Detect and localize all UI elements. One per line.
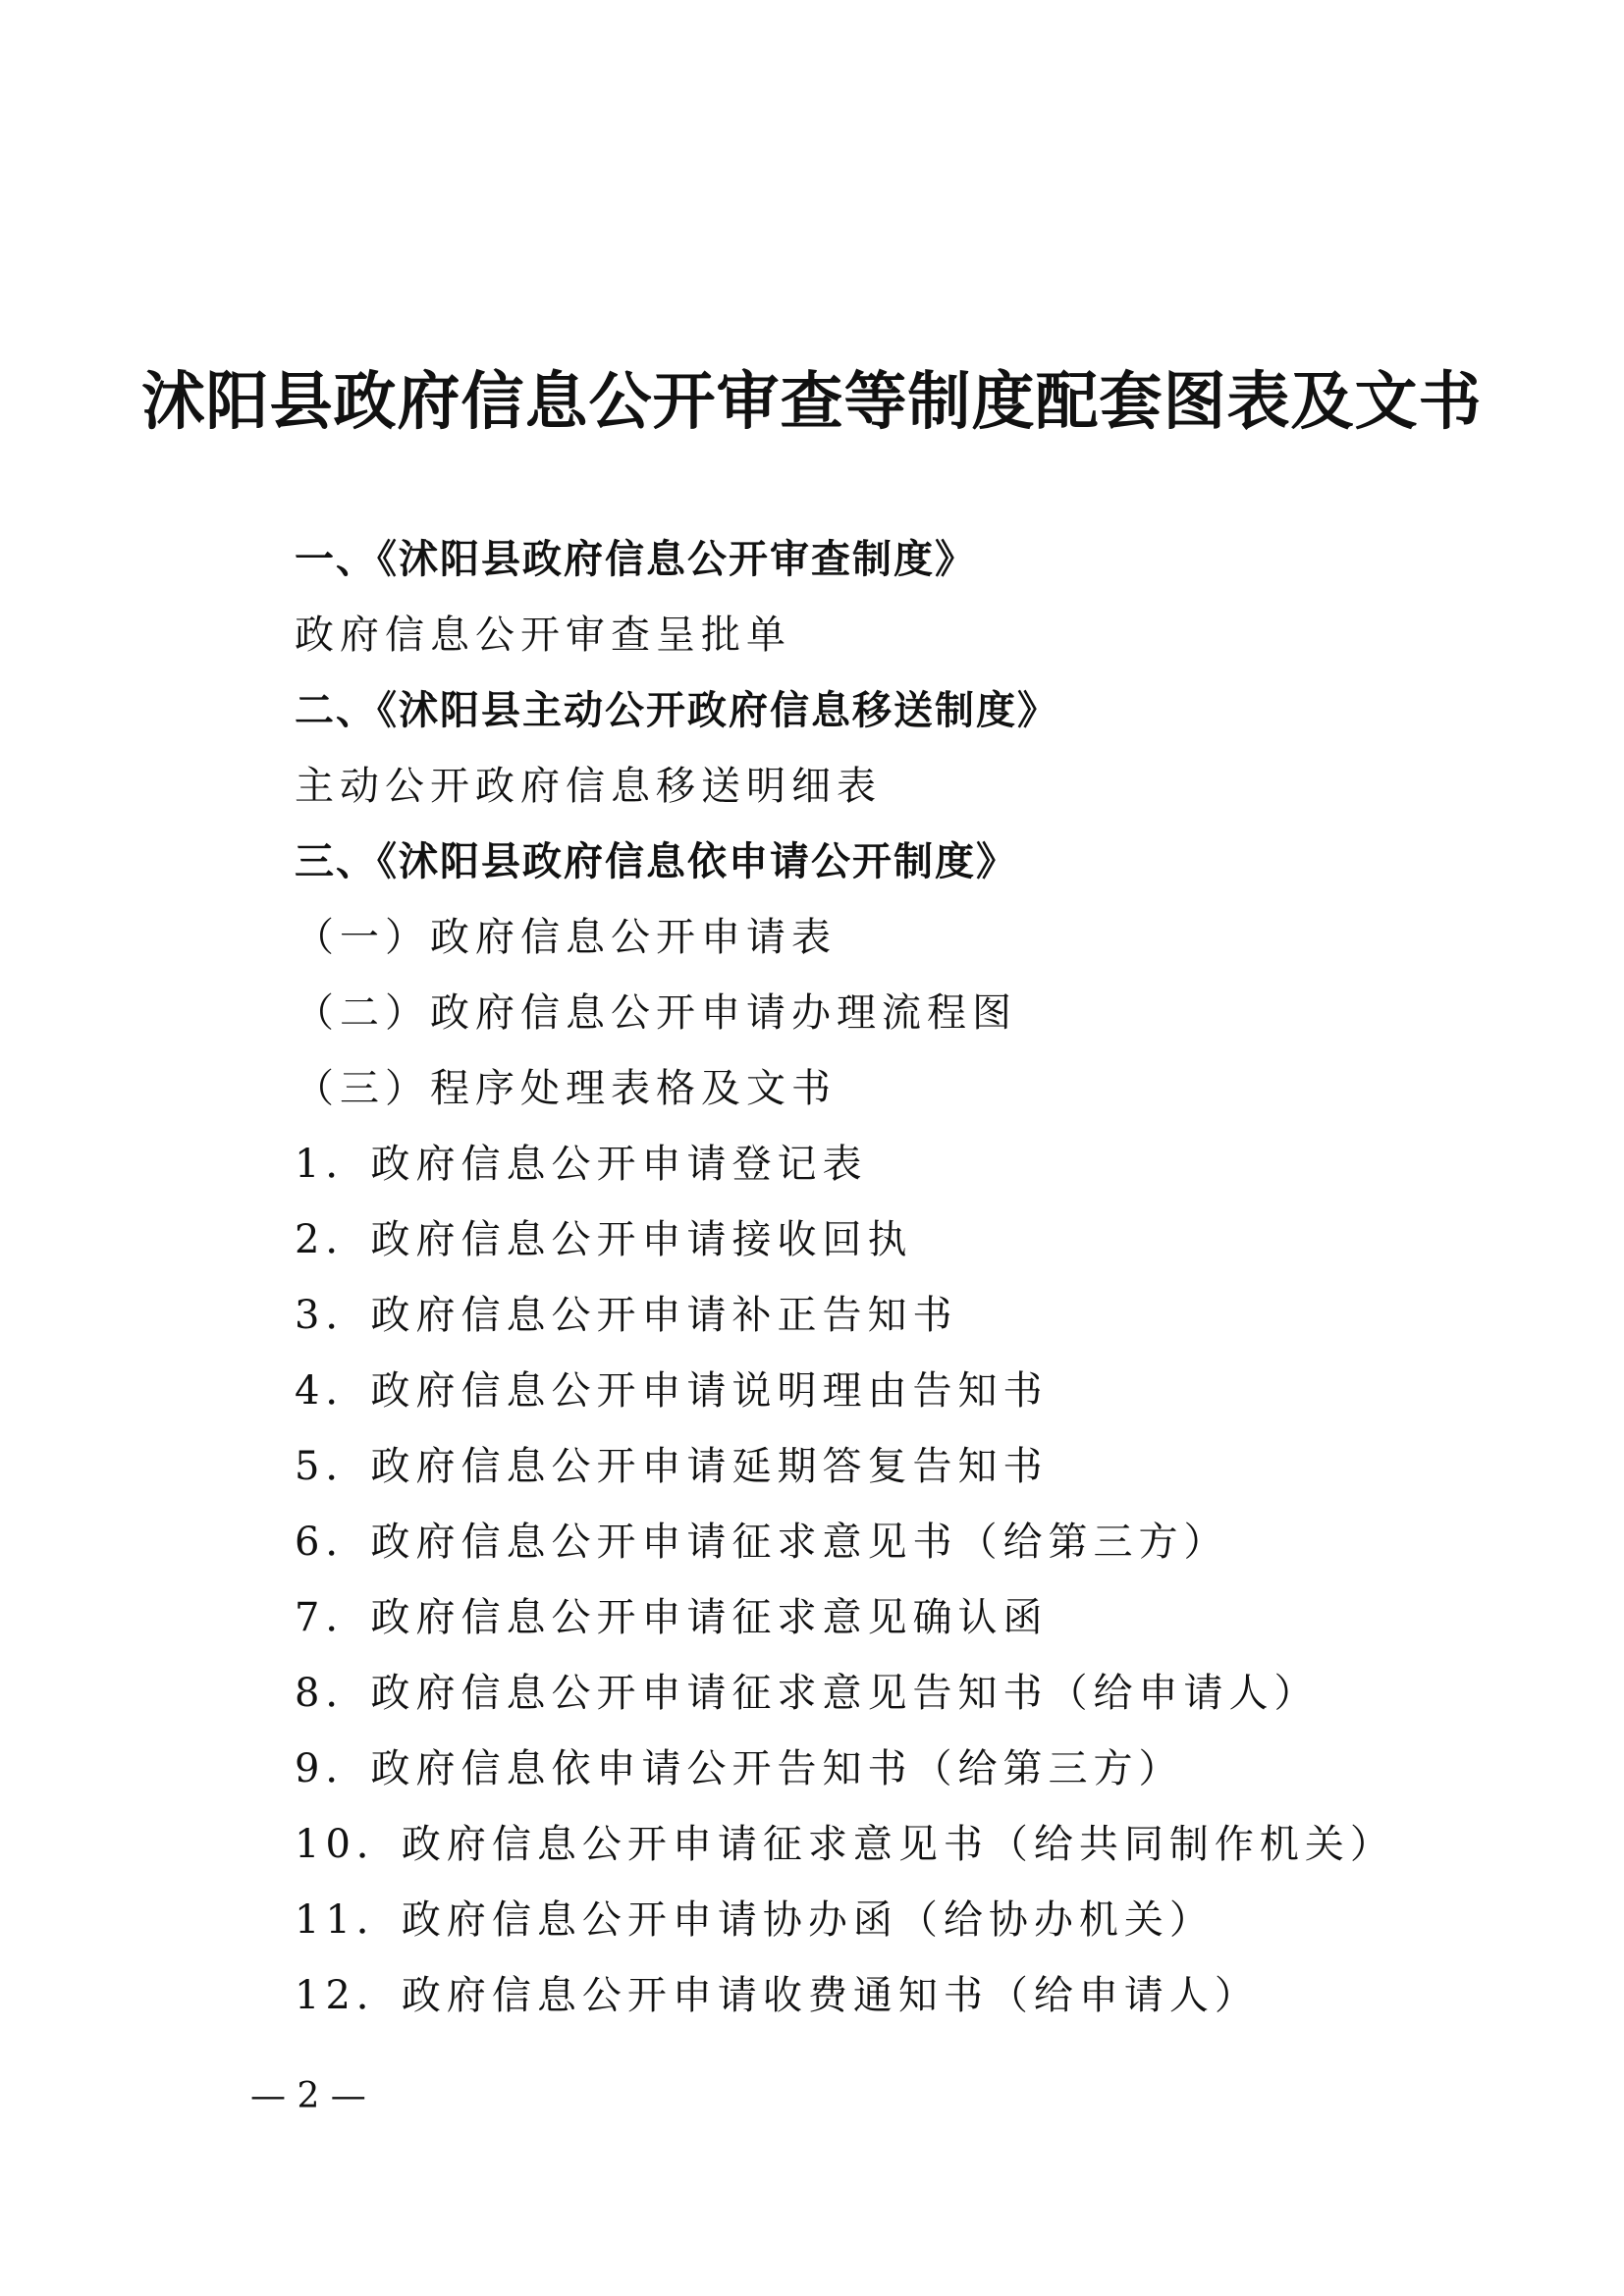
section-heading-3: 三、《沭阳县政府信息依申请公开制度》	[295, 839, 1017, 884]
document-contents-list	[295, 522, 1473, 2034]
list-item: （一）政府信息公开申请表	[295, 915, 837, 960]
list-item: 9．政府信息依申请公开告知书（给第三方）	[295, 1746, 1184, 1791]
list-item: 政府信息公开审查呈批单	[295, 613, 791, 658]
list-item: 3．政府信息公开申请补正告知书	[295, 1293, 958, 1338]
list-item: （二）政府信息公开申请办理流程图	[295, 990, 1017, 1036]
document-title: 沭阳县政府信息公开审查等制度配套图表及文书	[141, 365, 1483, 439]
page-number: — 2 —	[250, 2076, 366, 2116]
list-item: 12．政府信息公开申请收费通知书（给申请人）	[295, 1973, 1260, 2018]
section-heading-1: 一、《沭阳县政府信息公开审查制度》	[295, 537, 976, 582]
list-item: 2．政府信息公开申请接收回执	[295, 1217, 913, 1262]
list-item: 1．政府信息公开申请登记表	[295, 1142, 868, 1187]
list-item: 7．政府信息公开申请征求意见确认函	[295, 1595, 1049, 1640]
list-item: 主动公开政府信息移送明细表	[295, 764, 882, 809]
list-item: （三）程序处理表格及文书	[295, 1066, 837, 1111]
list-item: 5．政府信息公开申请延期答复告知书	[295, 1444, 1049, 1489]
section-heading-2: 二、《沭阳县主动公开政府信息移送制度》	[295, 688, 1058, 733]
list-item: 6．政府信息公开申请征求意见书（给第三方）	[295, 1520, 1229, 1565]
list-item: 11．政府信息公开申请协办函（给协办机关）	[295, 1897, 1215, 1943]
list-item: 10．政府信息公开申请征求意见书（给共同制作机关）	[295, 1822, 1395, 1867]
list-item: 4．政府信息公开申请说明理由告知书	[295, 1368, 1049, 1414]
list-item: 8．政府信息公开申请征求意见告知书（给申请人）	[295, 1671, 1320, 1716]
